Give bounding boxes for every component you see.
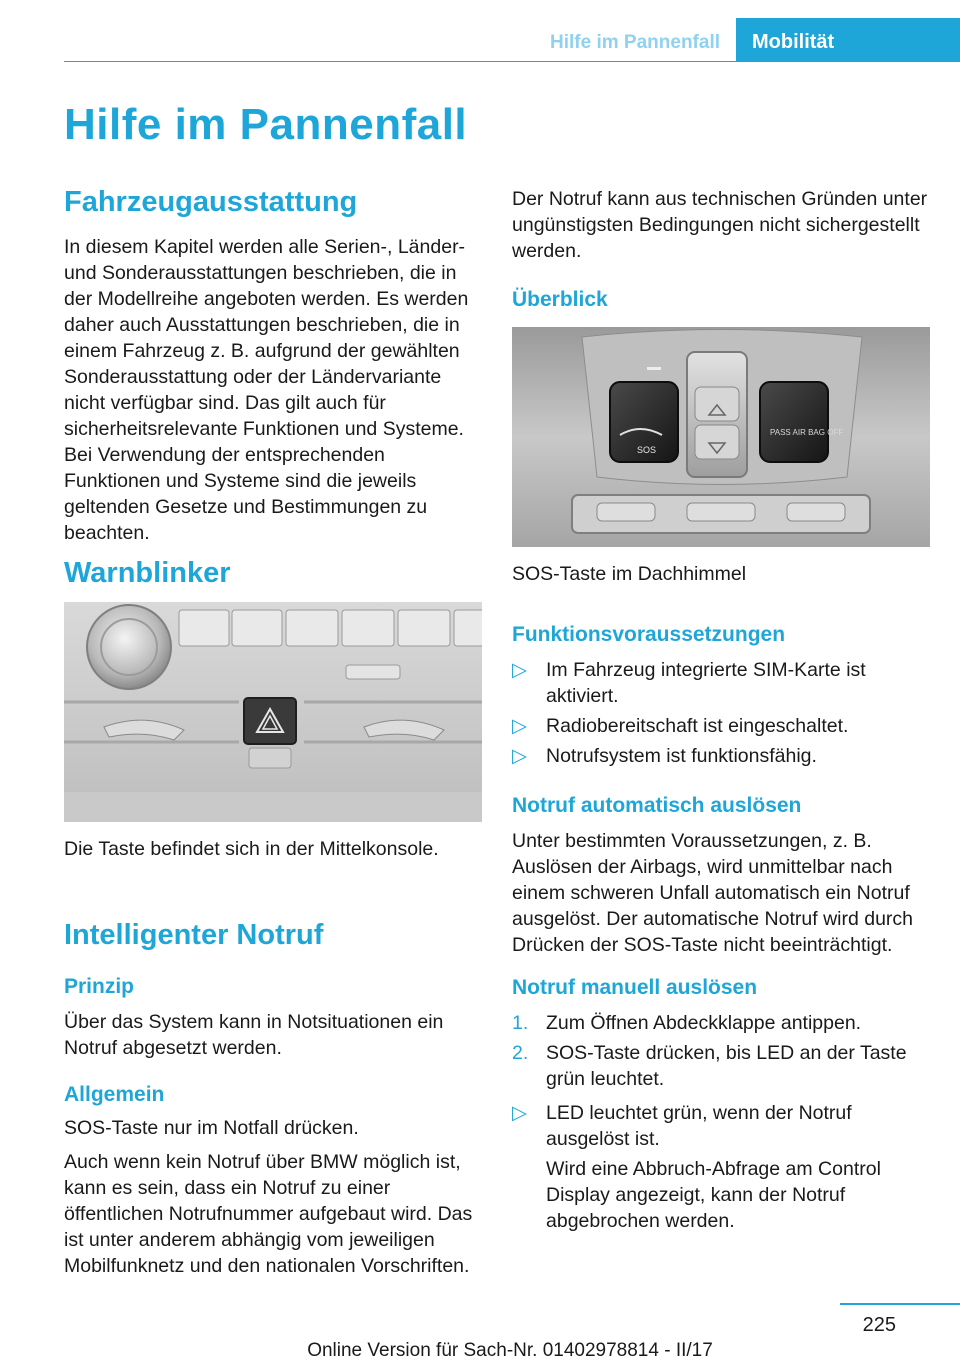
heading-principle: Prinzip [64, 975, 135, 998]
heading-manual-emergency: Notruf manuell auslösen [512, 976, 758, 999]
list-item-subnote [512, 1156, 930, 1234]
list-item [512, 713, 930, 739]
step-number: 2. [512, 1042, 529, 1064]
caption-sos: SOS-Taste im Dachhimmel [512, 563, 747, 585]
requirement-text: Im Fahrzeug integrierte SIM-Karte ist aktiviert. [546, 659, 866, 707]
passenger-airbag-label: PASS AIR BAG OFF [770, 428, 844, 437]
bullet-icon: ▷ [512, 659, 527, 681]
step-item [512, 1010, 930, 1036]
hazard-console-photo [64, 602, 482, 822]
list-item [512, 1100, 930, 1152]
footer-online-version: Online Version für Sach-Nr. 01402978814 - II/17 [307, 1340, 713, 1361]
page-title: Hilfe im Pannenfall [64, 100, 468, 149]
paragraph-equipment: In diesem Kapitel werden alle Serien-, Länder- und Sonderausstattungen beschrieben, die in der Modellreihe angeboten werden. Es werden daher auch Ausstattungen beschrieben, die in einem Fahrzeug z. B. aufgrund der gewählten Sonderausstattung oder der Ländervariante nicht verfügbar sind. Das gilt auch für sicherheitsrelevante Funktionen und Systeme. Bei Verwendung der entsprechenden Funktionen und Systeme sind die jeweils geltenden Gesetze und Bestimmungen zu beachten. [64, 236, 469, 544]
list-item [512, 743, 930, 769]
heading-auto-emergency: Notruf automatisch auslösen [512, 794, 802, 817]
requirement-text: Notrufsystem ist funktionsfähig. [546, 745, 817, 767]
step-number: 1. [512, 1012, 529, 1034]
heading-hazard: Warnblinker [64, 557, 231, 589]
header-chapter-tab: Mobilität [736, 18, 960, 62]
footer-rule [840, 1303, 960, 1305]
heading-requirements: Funktionsvoraussetzungen [512, 623, 786, 646]
heading-general: Allgemein [64, 1083, 165, 1106]
bullet-icon: ▷ [512, 1102, 527, 1124]
paragraph-principle: Über das System kann in Notsituationen ein Notruf abgesetzt werden. [64, 1011, 444, 1059]
step-item [512, 1040, 930, 1092]
list-item [512, 657, 930, 709]
heading-emergency: Intelligenter Notruf [64, 919, 324, 951]
sos-roof-photo [512, 327, 930, 547]
note-text: LED leuchtet grün, wenn der Notruf ausgelöst ist. [546, 1102, 852, 1150]
sos-button-label: SOS [637, 445, 657, 455]
heading-overview: Überblick [512, 288, 608, 311]
page-header [0, 0, 960, 62]
heading-equipment: Fahrzeugausstattung [64, 186, 358, 218]
page-number: 225 [862, 1314, 896, 1336]
caption-hazard: Die Taste befindet sich in der Mittelkonsole. [64, 838, 439, 860]
header-rule [64, 61, 960, 62]
requirement-text: Radiobereitschaft ist eingeschaltet. [546, 715, 849, 737]
step-text: Zum Öffnen Abdeckklappe antippen. [546, 1012, 862, 1034]
header-section: Hilfe im Pannenfall [550, 32, 720, 53]
note-subtext: Wird eine Abbruch-Abfrage am Control Display angezeigt, kann der Notruf abgebrochen werden. [546, 1158, 881, 1232]
paragraph-technical: Der Notruf kann aus technischen Gründen unter ungünstigsten Bedingungen nicht sichergestellt werden. [512, 188, 928, 262]
paragraph-general-2: Auch wenn kein Notruf über BMW möglich ist, kann es sein, dass ein Notruf zu einer öffentlichen Notrufnummer aufgebaut wird. Das ist unter anderem abhängig vom jeweiligen Mobilfunknetz und den nationalen Vorschriften. [64, 1151, 473, 1277]
bullet-icon: ▷ [512, 745, 527, 767]
step-text: SOS-Taste drücken, bis LED an der Taste grün leuchtet. [546, 1042, 907, 1090]
paragraph-general-1: SOS-Taste nur im Notfall drücken. [64, 1117, 359, 1139]
bullet-icon: ▷ [512, 715, 527, 737]
paragraph-auto-emergency: Unter bestimmten Voraussetzungen, z. B. Auslösen der Airbags, wird unmittelbar nach einem schweren Unfall automatisch ein Notruf ausgelöst. Der automatische Notruf wird durch Drücken der SOS-Taste nicht beeinträchtigt. [512, 830, 914, 956]
